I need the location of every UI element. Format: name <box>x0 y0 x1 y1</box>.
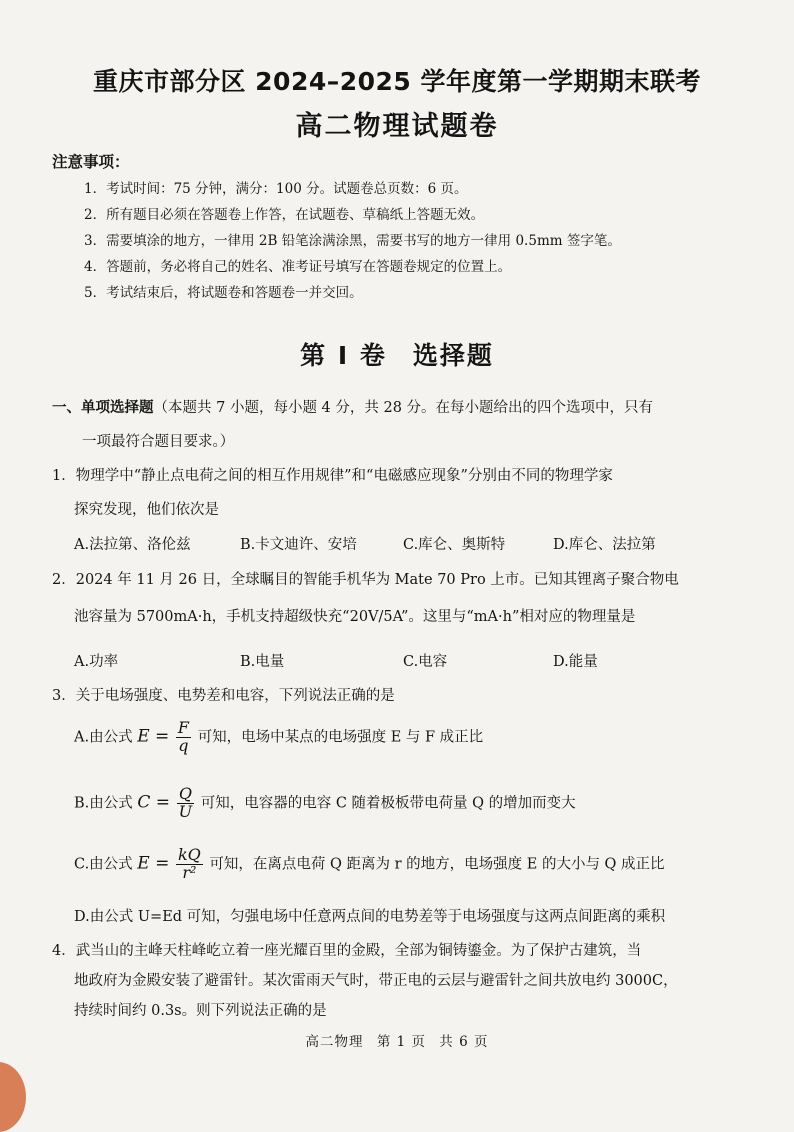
page-footer <box>0 1030 794 1050</box>
part1-heading-bold: 单项选择题 <box>81 400 154 416</box>
q3-option-b-lhs: C = <box>137 792 171 813</box>
q1-stem-line1: 1．物理学中“静止点电荷之间的相互作用规律”和“电磁感应现象”分别由不同的物理学家 <box>52 468 613 484</box>
q3-option-c-prefix: C.由公式 <box>74 856 133 873</box>
section-name: 选择题 <box>412 341 494 370</box>
q3-option-a-denominator: q <box>178 735 189 755</box>
q1-option-b: B.卡文迪许、安培 <box>240 537 357 553</box>
q3-option-a-suffix: 可知，电场中某点的电场强度 E 与 F 成正比 <box>197 729 484 746</box>
q3-option-a-fraction <box>176 720 191 755</box>
q1-stem-line2: 探究发现，他们依次是 <box>74 502 219 518</box>
corner-stain <box>0 1062 26 1132</box>
part1-heading-line2: 一项最符合题目要求。） <box>82 434 235 450</box>
part1-heading-num: 一、 <box>52 400 81 416</box>
footer-total-pages: 共 6 页 <box>439 1034 489 1050</box>
exam-subtitle: 高二物理试题卷 <box>295 111 499 142</box>
q1-option-c: C.库仑、奥斯特 <box>403 537 506 553</box>
q3-option-d: D.由公式 U=Ed 可知，匀强电场中任意两点间的电势差等于电场强度与这两点间距离的乘积 <box>74 909 666 925</box>
q3-option-a-lhs: E = <box>137 726 170 747</box>
section-part: 第 I 卷 <box>300 341 387 370</box>
q3-option-c-fraction <box>176 847 203 882</box>
part1-heading <box>52 396 653 417</box>
section-title <box>0 336 794 372</box>
q3-option-b-prefix: B.由公式 <box>74 795 133 812</box>
q3-option-c-numerator: kQ <box>177 845 201 864</box>
q2-option-c: C.电容 <box>403 654 448 670</box>
q2-stem-line2: 池容量为 5700mA·h，手机支持超级快充“20V/5A”。这里与“mA·h”相对应的物理量是 <box>74 609 636 625</box>
notice-item-3: 3．需要填涂的地方，一律用 2B 铅笔涂满涂黑，需要书写的地方一律用 0.5mm 签字笔。 <box>84 233 621 249</box>
q3-option-c-denominator: r² <box>182 862 197 882</box>
q3-option-c-lhs: E = <box>137 853 170 874</box>
q3-option-b-denominator: U <box>178 801 193 821</box>
q1-option-d: D.库仑、法拉第 <box>553 537 656 553</box>
q4-stem-line1: 4．武当山的主峰天柱峰屹立着一座光耀百里的金殿，全部为铜铸鎏金。为了保护古建筑，当 <box>52 943 642 959</box>
q3-option-c-suffix: 可知，在离点电荷 Q 距离为 r 的地方，电场强度 E 的大小与 Q 成正比 <box>209 856 665 873</box>
notice-item-4: 4．答题前，务必将自己的姓名、准考证号填写在答题卷规定的位置上。 <box>84 259 512 275</box>
notice-item-5: 5．考试结束后，将试题卷和答题卷一并交回。 <box>84 285 363 301</box>
q3-stem: 3．关于电场强度、电势差和电容，下列说法正确的是 <box>52 688 395 704</box>
exam-title: 重庆市部分区 2024–2025 学年度第一学期期末联考 <box>92 67 702 96</box>
q1-option-a: A.法拉第、洛伦兹 <box>74 537 191 553</box>
footer-page-number: 第 1 页 <box>376 1034 426 1050</box>
q2-stem-line1: 2．2024 年 11 月 26 日，全球瞩目的智能手机华为 Mate 70 Pro 上市。已知其锂离子聚合物电 <box>52 572 679 588</box>
q2-option-a: A.功率 <box>74 654 119 670</box>
q3-option-c <box>74 847 665 882</box>
part1-heading-rest: （本题共 7 小题，每小题 4 分，共 28 分。在每小题给出的四个选项中，只有 <box>153 400 654 416</box>
notice-heading: 注意事项： <box>52 153 130 171</box>
q3-option-a-numerator: F <box>177 718 189 737</box>
q3-option-b <box>74 786 576 821</box>
q2-option-b: B.电量 <box>240 654 285 670</box>
q4-stem-line2: 地政府为金殿安装了避雷针。某次雷雨天气时，带正电的云层与避雷针之间共放电约 3000C， <box>74 973 678 989</box>
q3-option-a-prefix: A.由公式 <box>74 729 133 746</box>
notice-item-1: 1．考试时间：75 分钟，满分：100 分。试题卷总页数：6 页。 <box>84 181 468 197</box>
q3-option-b-suffix: 可知，电容器的电容 C 随着极板带电荷量 Q 的增加而变大 <box>200 795 576 812</box>
q3-option-b-numerator: Q <box>178 784 192 803</box>
q4-stem-line3: 持续时间约 0.3s。则下列说法正确的是 <box>74 1003 327 1019</box>
q2-option-d: D.能量 <box>553 654 598 670</box>
footer-subject: 高二物理 <box>305 1034 364 1050</box>
q3-option-a <box>74 720 483 755</box>
notice-item-2: 2．所有题目必须在答题卷上作答，在试题卷、草稿纸上答题无效。 <box>84 207 485 223</box>
q3-option-b-fraction <box>177 786 194 821</box>
